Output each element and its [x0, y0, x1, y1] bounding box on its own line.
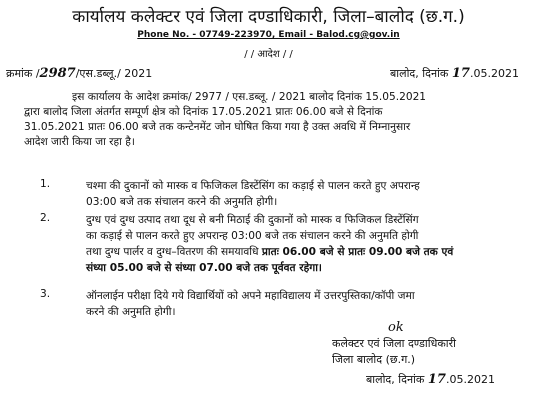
list-item: चश्मा की दुकानों को मास्क व फिजिकल डिस्टेंसिंग का कड़ाई से पालन करते हुए अपरान्ह 03:00 बजे तक संचालन करने की अनुमति होगी।	[86, 180, 420, 208]
item-number: 2.	[40, 212, 51, 224]
signatory-designation: कलेक्टर एवं जिला दण्डाधिकारी	[332, 337, 457, 350]
signature-date-day: 17	[427, 372, 446, 387]
signature-date: बालोद, दिनांक 17.05.2021	[366, 372, 495, 387]
order-date-day: 17	[451, 66, 470, 81]
list-item: ऑनलाईन परीक्षा दिये गये विद्यार्थियों को अपने महाविद्यालय में उत्तरपुस्तिका/कॉपी जमा करने की अनुमति होगी।	[86, 290, 415, 318]
list-item: दुग्ध एवं दुग्ध उत्पाद तथा दूध से बनी मिठाई की दुकानों को मास्क व फिजिकल डिस्टेंसिंग का कड़ाई से पालन करते हुए अपरान्ह 03:00 बजे तक संचालन करने की अनुमति होगी तथा दुग्ध पार्लर व दुग्ध–वितरण की समयावधि प्रातः 06.00 बजे से प्रातः 09.00 बजे तक एवं संध्या 05.00 बजे से संध्या 07.00 बजे तक पूर्ववत रहेगा।	[86, 212, 526, 276]
intro-paragraph	[24, 90, 524, 150]
intro-line: 31.05.2021 प्रातः 06.00 बजे तक कन्टेनमेंट जोन घोषित किया गया है उक्त अवधि में निम्नानुसार	[24, 121, 411, 133]
intro-line: आदेश जारी किया जा रहा है।	[24, 136, 135, 148]
reference-number: 2987	[39, 66, 76, 81]
order-date: बालोद, दिनांक 17.05.2021	[390, 66, 519, 81]
signature-mark: ok	[388, 320, 404, 335]
signatory-district: जिला बालोद (छ.ग.)	[332, 353, 416, 366]
reference-prefix: क्रमांक /	[6, 67, 40, 80]
reference-suffix: /एस.डब्लू./ 2021	[75, 67, 153, 80]
contact-line[interactable]: Phone No. - 07749-223970, Email - Balod.cg@gov.in	[137, 30, 400, 40]
office-title: कार्यालय कलेक्टर एवं जिला दण्डाधिकारी, जिला–बालोद (छ.ग.)	[72, 7, 465, 27]
timing-bold: संध्या 05.00 बजे से संध्या 07.00 बजे तक पूर्ववत रहेगा।	[86, 262, 322, 274]
timing-bold: प्रातः 06.00 बजे से प्रातः 09.00 बजे तक एवं	[261, 246, 454, 258]
item-number: 3.	[40, 288, 51, 300]
intro-line: द्वारा बालोद जिला अंतर्गत सम्पूर्ण क्षेत्र को दिनांक 17.05.2021 प्रातः 06.00 बजे से दिनांक	[24, 106, 383, 118]
order-heading: / / आदेश / /	[244, 49, 293, 60]
order-reference	[6, 66, 152, 81]
intro-line: इस कार्यालय के आदेश क्रमांक/ 2977 / एस.डब्लू. / 2021 बालोद दिनांक 15.05.2021	[72, 91, 427, 103]
item-number: 1.	[40, 178, 51, 190]
